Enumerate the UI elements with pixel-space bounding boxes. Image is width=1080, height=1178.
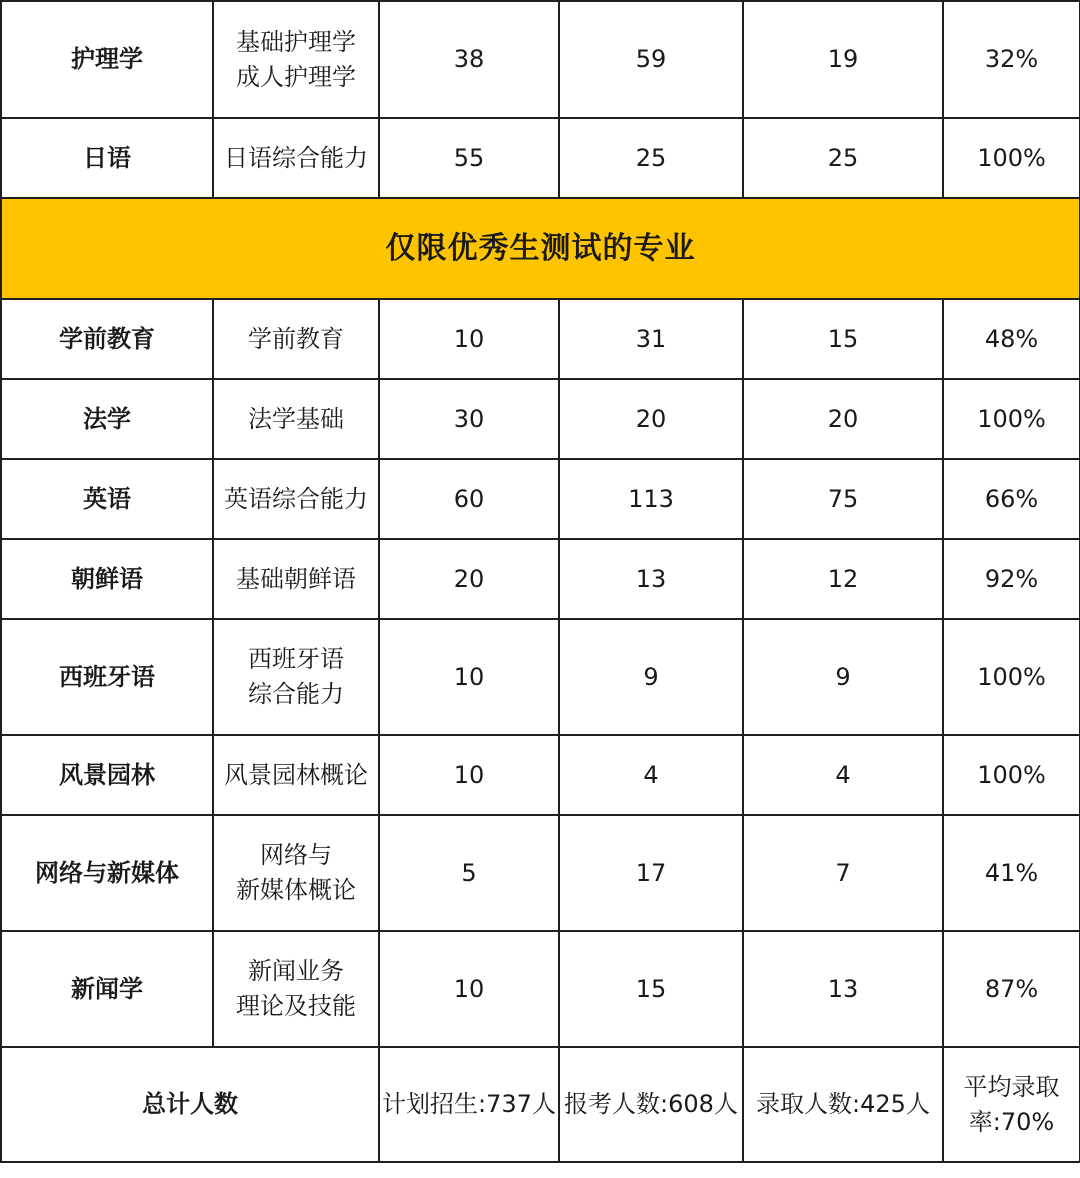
applicants-cell: 25 xyxy=(559,118,743,198)
admitted-cell: 75 xyxy=(743,459,943,539)
major-cell: 护理学 xyxy=(1,1,213,118)
plan-cell: 10 xyxy=(379,299,559,379)
rate-cell: 87% xyxy=(943,931,1080,1047)
plan-cell: 30 xyxy=(379,379,559,459)
rate-cell: 100% xyxy=(943,619,1080,735)
table-row xyxy=(1,619,1080,735)
table-row xyxy=(1,299,1080,379)
applicants-cell: 15 xyxy=(559,931,743,1047)
section-row xyxy=(1,198,1080,299)
section-title: 仅限优秀生测试的专业 xyxy=(1,198,1080,299)
plan-cell: 20 xyxy=(379,539,559,619)
major-cell: 西班牙语 xyxy=(1,619,213,735)
table-row xyxy=(1,735,1080,815)
table-row xyxy=(1,931,1080,1047)
admitted-cell: 25 xyxy=(743,118,943,198)
table-row xyxy=(1,118,1080,198)
subject-cell: 风景园林概论 xyxy=(213,735,379,815)
admitted-cell: 20 xyxy=(743,379,943,459)
admitted-cell: 9 xyxy=(743,619,943,735)
applicants-cell: 13 xyxy=(559,539,743,619)
applicants-cell: 20 xyxy=(559,379,743,459)
rate-cell: 100% xyxy=(943,118,1080,198)
plan-cell: 10 xyxy=(379,735,559,815)
subject-cell: 学前教育 xyxy=(213,299,379,379)
table-row xyxy=(1,815,1080,931)
major-cell: 日语 xyxy=(1,118,213,198)
total-applicants: 报考人数:608人 xyxy=(559,1047,743,1162)
total-label: 总计人数 xyxy=(1,1047,379,1162)
subject-cell: 英语综合能力 xyxy=(213,459,379,539)
plan-cell: 55 xyxy=(379,118,559,198)
major-cell: 法学 xyxy=(1,379,213,459)
applicants-cell: 9 xyxy=(559,619,743,735)
subject-cell: 基础护理学 成人护理学 xyxy=(213,1,379,118)
total-rate: 平均录取 率:70% xyxy=(943,1047,1080,1162)
major-cell: 英语 xyxy=(1,459,213,539)
plan-cell: 38 xyxy=(379,1,559,118)
admitted-cell: 7 xyxy=(743,815,943,931)
subject-cell: 新闻业务 理论及技能 xyxy=(213,931,379,1047)
admitted-cell: 13 xyxy=(743,931,943,1047)
rate-cell: 32% xyxy=(943,1,1080,118)
plan-cell: 60 xyxy=(379,459,559,539)
major-cell: 网络与新媒体 xyxy=(1,815,213,931)
admitted-cell: 15 xyxy=(743,299,943,379)
major-cell: 新闻学 xyxy=(1,931,213,1047)
plan-cell: 10 xyxy=(379,931,559,1047)
subject-cell: 日语综合能力 xyxy=(213,118,379,198)
applicants-cell: 31 xyxy=(559,299,743,379)
table-row xyxy=(1,459,1080,539)
table-row xyxy=(1,539,1080,619)
applicants-cell: 4 xyxy=(559,735,743,815)
major-cell: 学前教育 xyxy=(1,299,213,379)
subject-cell: 网络与 新媒体概论 xyxy=(213,815,379,931)
applicants-cell: 17 xyxy=(559,815,743,931)
rate-cell: 48% xyxy=(943,299,1080,379)
subject-cell: 基础朝鲜语 xyxy=(213,539,379,619)
admitted-cell: 4 xyxy=(743,735,943,815)
total-plan: 计划招生:737人 xyxy=(379,1047,559,1162)
admitted-cell: 12 xyxy=(743,539,943,619)
plan-cell: 5 xyxy=(379,815,559,931)
total-row xyxy=(1,1047,1080,1162)
admitted-cell: 19 xyxy=(743,1,943,118)
table-row xyxy=(1,379,1080,459)
major-cell: 风景园林 xyxy=(1,735,213,815)
rate-cell: 100% xyxy=(943,379,1080,459)
rate-cell: 100% xyxy=(943,735,1080,815)
plan-cell: 10 xyxy=(379,619,559,735)
applicants-cell: 113 xyxy=(559,459,743,539)
total-admitted: 录取人数:425人 xyxy=(743,1047,943,1162)
subject-cell: 法学基础 xyxy=(213,379,379,459)
major-cell: 朝鲜语 xyxy=(1,539,213,619)
subject-cell: 西班牙语 综合能力 xyxy=(213,619,379,735)
table-row xyxy=(1,1,1080,118)
rate-cell: 41% xyxy=(943,815,1080,931)
applicants-cell: 59 xyxy=(559,1,743,118)
rate-cell: 66% xyxy=(943,459,1080,539)
rate-cell: 92% xyxy=(943,539,1080,619)
